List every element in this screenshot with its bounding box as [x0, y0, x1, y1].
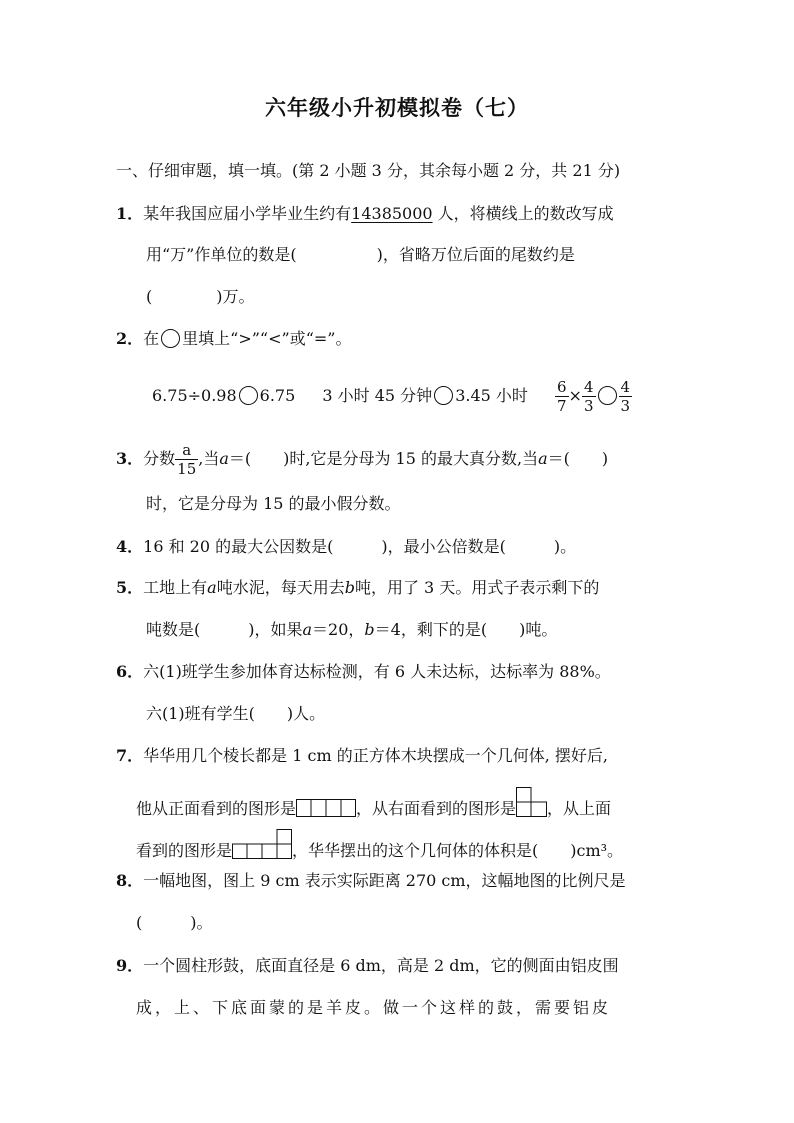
- top-view-grid-icon: [232, 829, 292, 859]
- question-number: 3．: [116, 449, 144, 468]
- question-4: 4．16 和 20 的最大公因数是( )，最小公倍数是( )。: [116, 537, 577, 556]
- question-6-line-1: 6．六(1)班学生参加体育达标检测，有 6 人未达标，达标率为 88%。: [116, 662, 611, 681]
- question-5-line-2: 吨数是( )，如果a＝20，b＝4，剩下的是( )吨。: [146, 620, 558, 639]
- page-title: 六年级小升初模拟卷（七）: [265, 96, 529, 120]
- front-view-grid-icon: [296, 799, 356, 817]
- right-view-grid-icon: [516, 787, 547, 817]
- question-8-line-2: ( )。: [136, 913, 213, 932]
- question-number: 2．: [116, 329, 144, 348]
- question-2-expressions: 6.75÷0.98 6.75 3 小时 45 分钟 3.45 小时 $\frac{6}{7}$ × $\frac{4}{3}$ $\frac{4}{3}$: [152, 378, 631, 415]
- compare-circle[interactable]: [598, 386, 617, 405]
- question-1-line-3: ( )万。: [146, 287, 255, 306]
- question-number: 9．: [116, 956, 144, 975]
- question-1-line-2: 用“万”作单位的数是( )，省略万位后面的尾数约是: [146, 245, 575, 264]
- fraction: $\frac{a}{15}$: [177, 441, 197, 478]
- fraction: $\frac{6}{7}$: [557, 378, 567, 415]
- question-7-line-1: 7．华华用几个棱长都是 1 cm 的正方体木块摆成一个几何体, 摆好后,: [116, 746, 608, 765]
- question-7-line-2: 他从正面看到的图形是 ，从右面看到的图形是 ，从上面: [136, 787, 611, 820]
- question-8-line-1: 8．一幅地图，图上 9 cm 表示实际距离 270 cm，这幅地图的比例尺是: [116, 871, 626, 890]
- question-6-line-2: 六(1)班有学生( )人。: [146, 704, 326, 723]
- question-number: 7．: [116, 746, 144, 765]
- question-number: 6．: [116, 662, 144, 681]
- question-9-line-2: 成，上、下底面蒙的是羊皮。做一个这样的鼓，需要铝皮: [136, 998, 612, 1017]
- compare-circle[interactable]: [239, 386, 258, 405]
- fraction: $\frac{4}{3}$: [620, 378, 631, 415]
- question-number: 4．: [116, 537, 144, 556]
- question-3-line-1: 3．分数 $\frac{a}{15}$ ,当a＝( )时,它是分母为 15 的最大真分数,当a＝( ): [116, 441, 609, 478]
- fraction: $\frac{4}{3}$: [583, 378, 594, 415]
- circle-blank-icon: [161, 329, 180, 348]
- question-number: 1．: [116, 204, 144, 223]
- question-2-line-1: 2．在 里填上“>”“<”或“=”。: [116, 329, 352, 348]
- question-1-line-1: 1．某年我国应届小学毕业生约有14385000 人，将横线上的数改写成: [116, 204, 614, 223]
- question-number: 8．: [116, 871, 144, 890]
- underlined-number: 14385000: [351, 204, 433, 223]
- question-number: 5．: [116, 578, 144, 597]
- compare-circle[interactable]: [434, 386, 453, 405]
- section-heading: 一、仔细审题，填一填。(第 2 小题 3 分，其余每小题 2 分，共 21 分): [116, 161, 621, 180]
- question-5-line-1: 5．工地上有a吨水泥，每天用去b吨，用了 3 天。用式子表示剩下的: [116, 578, 600, 597]
- question-3-line-2: 时，它是分母为 15 的最小假分数。: [146, 494, 401, 513]
- question-7-line-3: 看到的图形是 ，华华摆出的这个几何体的体积是( )cm³。: [136, 829, 623, 862]
- question-9-line-1: 9．一个圆柱形鼓，底面直径是 6 dm，高是 2 dm，它的侧面由铝皮围: [116, 956, 619, 975]
